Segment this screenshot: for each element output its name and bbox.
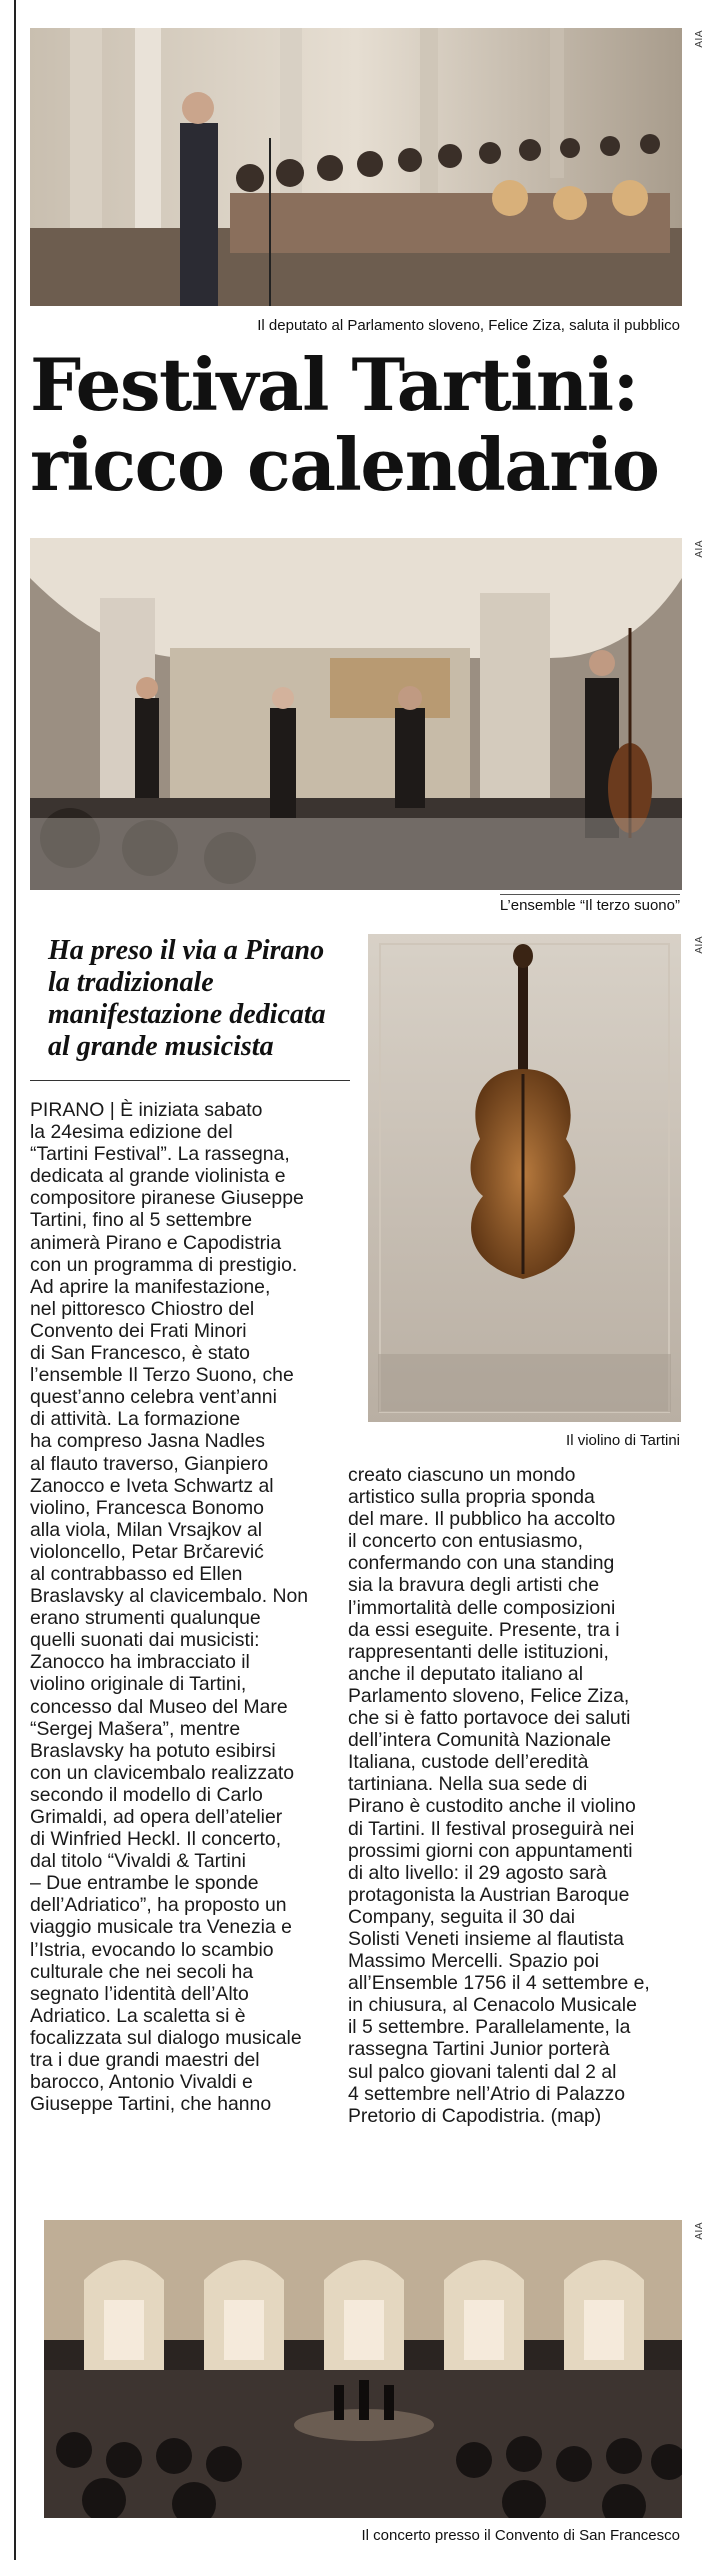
photo-deputy-greeting bbox=[30, 28, 682, 306]
photo-credit-bottom: AIA bbox=[694, 2222, 705, 2240]
article-column-2: creato ciascuno un mondo artistico sulla propria sponda del mare. Il pubblico ha accolto il concerto con entusiasmo, confermando con una standing sia la bravura degli artisti che l’immortalità delle composizioni da essi eseguite. Presente, tra i rappresentanti delle istituzioni, anche il deputato italiano al Parlamento sloveno, Felice Ziza, che si è fatto portavoce dei saluti dell’intera Comunità Nazionale Italiana, custode dell’eredità tartiniana. Nella sua sede di Pirano è custodito anche il violino di Tartini. Il festival proseguirà nei prossimi giorni con appuntamenti di alto livello: il 29 agosto sarà protagonista la Austrian Baroque Company, seguita il 30 dai Solisti Veneti insieme al flautista Massimo Mercelli. Spazio poi all’Ensemble 1756 il 4 settembre e, in chiusura, al Cenacolo Musicale il 5 settembre. Parallelamente, la rassegna Tartini Junior porterà sul palco giovani talenti dal 2 al 4 settembre nell’Atrio di Palazzo Pretorio di Capodistria. (map) bbox=[348, 1464, 650, 2127]
caption-ensemble: L’ensemble “Il terzo suono” bbox=[499, 897, 680, 914]
subhead-rule bbox=[30, 1080, 350, 1081]
photo-tartini-violin bbox=[368, 934, 681, 1422]
caption-deputy: Il deputato al Parlamento sloveno, Felice Ziza, saluta il pubblico bbox=[257, 317, 680, 334]
page-left-rule bbox=[14, 0, 16, 2560]
subheadline: Ha preso il via a Pirano la tradizionale manifestazione dedicata al grande musicista bbox=[48, 935, 326, 1062]
article-column-1: PIRANO | È iniziata sabato la 24esima edizione del “Tartini Festival”. La rassegna, dedicata al grande violinista e compositore piranese Giuseppe Tartini, fino al 5 settembre animerà Pirano e Capodistria con un programma di prestigio. Ad aprire la manifestazione, nel pittoresco Chiostro del Convento dei Frati Minori di San Francesco, è stato l’ensemble Il Terzo Suono, che quest’anno celebra vent’anni di attività. La formazione ha compreso Jasna Nadles al flauto traverso, Gianpiero Zanocco e Iveta Schwartz al violino, Francesca Bonomo alla viola, Milan Vrsajkov al violoncello, Petar Brčarević al contrabbasso ed Ellen Braslavsky al clavicembalo. Non erano strumenti qualunque quelli suonati dai musicisti: Zanocco ha imbracciato il violino originale di Tartini, concesso dal Museo del Mare “Sergej Mašera”, mentre Braslavsky ha potuto esibirsi con un clavicembalo realizzato secondo il modello di Carlo Grimaldi, ad opera dell’atelier di Winfried Heckl. Il concerto, dal titolo “Vivaldi & Tartini – Due entrambe le sponde dell’Adriatico”, ha proposto un viaggio musicale tra Venezia e l’Istria, evocando lo scambio culturale che nei secoli ha segnato l’identità dell’Alto Adriatico. La scaletta si è focalizzata sul dialogo musicale tra i due grandi maestri del barocco, Antonio Vivaldi e Giuseppe Tartini, che hanno bbox=[30, 1099, 309, 2116]
headline: Festival Tartini: ricco calendario bbox=[30, 342, 659, 507]
caption-convent: Il concerto presso il Convento di San Francesco bbox=[361, 2527, 680, 2544]
photo-convent-concert bbox=[44, 2220, 682, 2518]
caption-violin: Il violino di Tartini bbox=[566, 1432, 680, 1449]
caption-rule-ensemble bbox=[500, 894, 680, 895]
photo-credit-top: AIA bbox=[694, 30, 705, 48]
photo-ensemble bbox=[30, 538, 682, 890]
photo-credit-violin: AIA bbox=[694, 936, 705, 954]
photo-credit-ensemble: AIA bbox=[694, 540, 705, 558]
